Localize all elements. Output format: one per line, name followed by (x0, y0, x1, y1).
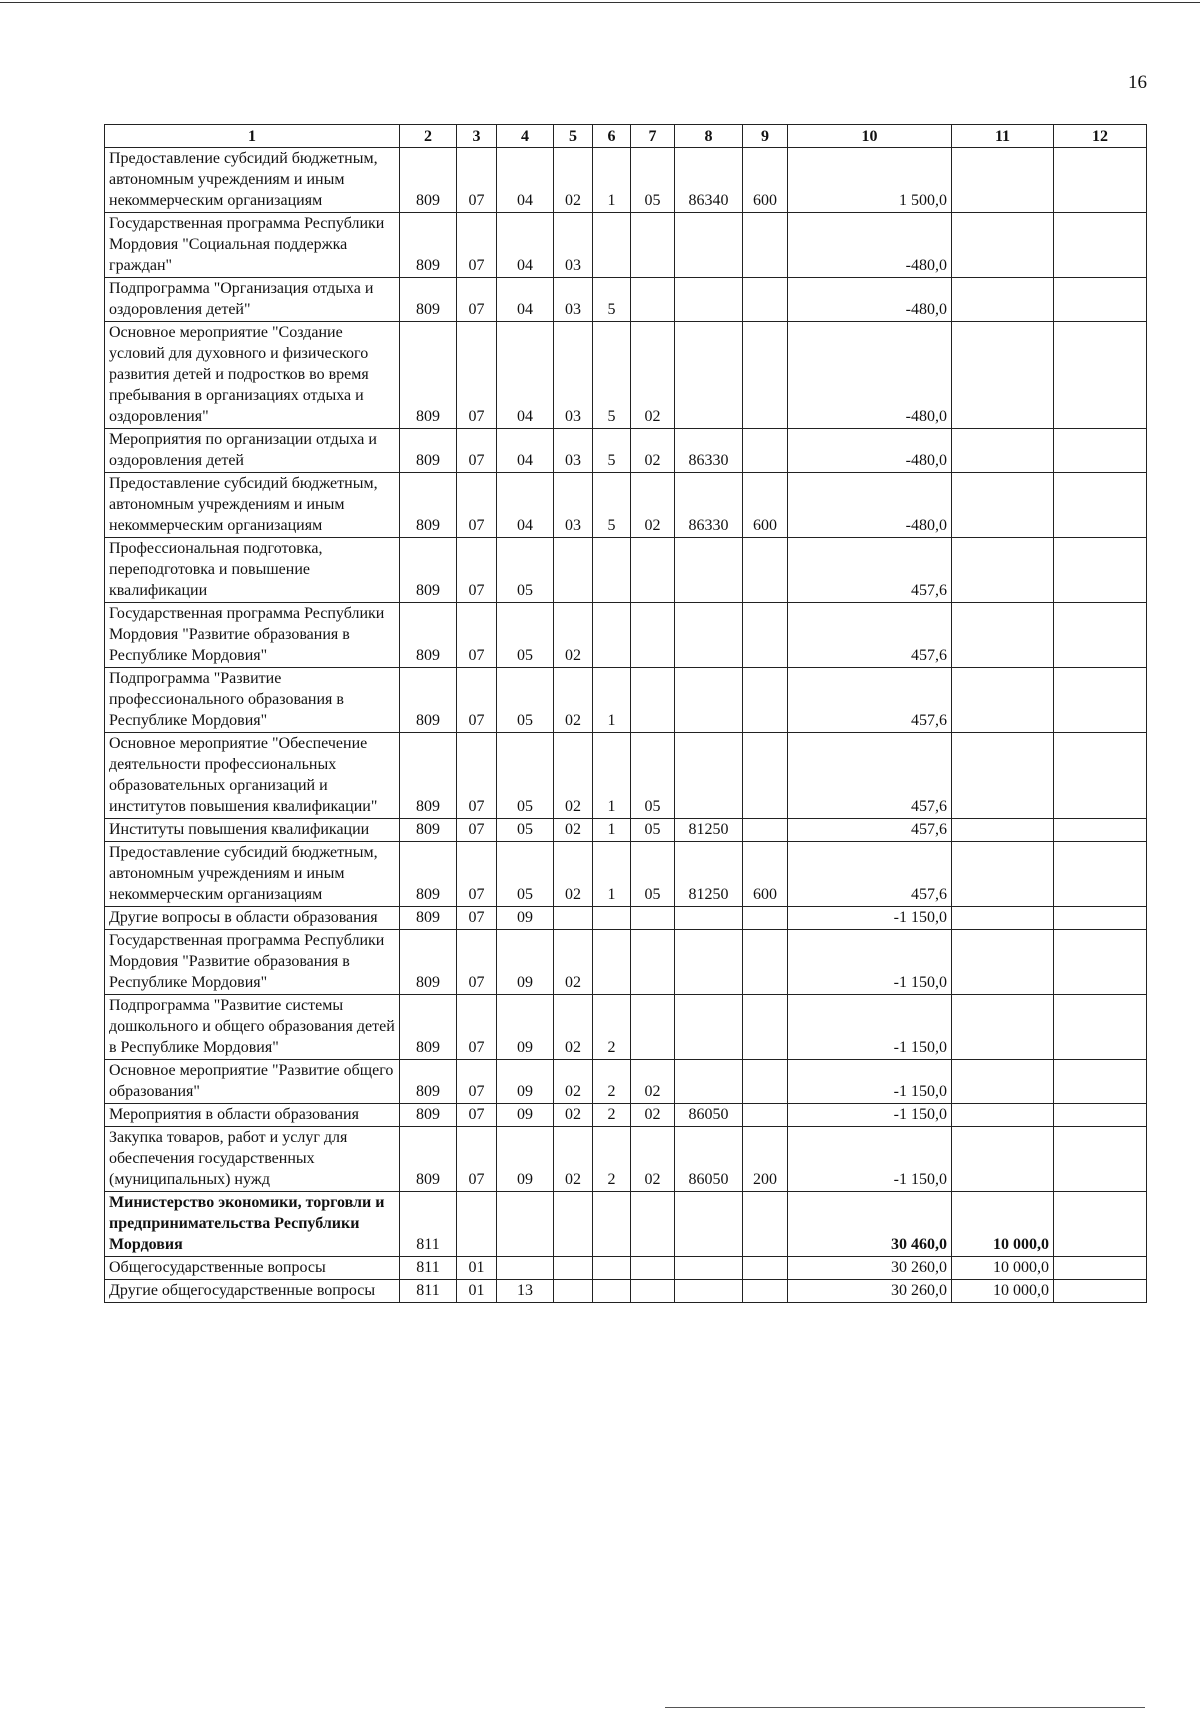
expense-type-cell (743, 429, 788, 473)
subsection-cell: 04 (497, 213, 554, 278)
program-cell: 03 (554, 429, 593, 473)
table-row (105, 819, 1147, 842)
measure-cell (631, 213, 675, 278)
table-row (105, 1192, 1147, 1257)
table-row (105, 930, 1147, 995)
amount-cell-11 (952, 842, 1054, 907)
direction-cell (675, 668, 743, 733)
ministry-code-cell: 809 (400, 930, 457, 995)
program-cell (554, 907, 593, 930)
section-cell: 07 (457, 907, 497, 930)
expense-type-cell: 600 (743, 148, 788, 213)
amount-cell-11: 10 000,0 (952, 1192, 1054, 1257)
amount-cell-12 (1054, 842, 1147, 907)
section-cell: 01 (457, 1257, 497, 1280)
subsection-cell (497, 1192, 554, 1257)
ministry-code-cell: 809 (400, 538, 457, 603)
item-name-cell: Подпрограмма "Организация отдыха и оздоровления детей" (105, 278, 400, 322)
amount-cell-12 (1054, 322, 1147, 429)
measure-cell: 02 (631, 1104, 675, 1127)
section-cell: 07 (457, 1060, 497, 1104)
bottom-border-line (665, 1707, 1145, 1708)
amount-cell: 457,6 (788, 842, 952, 907)
header-cell: 3 (457, 125, 497, 148)
program-cell: 02 (554, 148, 593, 213)
item-name-cell: Мероприятия по организации отдыха и оздоровления детей (105, 429, 400, 473)
subsection-cell: 05 (497, 603, 554, 668)
direction-cell: 81250 (675, 842, 743, 907)
program-cell: 02 (554, 930, 593, 995)
ministry-code-cell: 809 (400, 1060, 457, 1104)
amount-cell: -1 150,0 (788, 1104, 952, 1127)
ministry-code-cell: 811 (400, 1257, 457, 1280)
ministry-code-cell: 809 (400, 733, 457, 819)
expense-type-cell (743, 322, 788, 429)
amount-cell-11 (952, 819, 1054, 842)
table-header-row (105, 125, 1147, 148)
amount-cell: -1 150,0 (788, 1060, 952, 1104)
expense-type-cell (743, 603, 788, 668)
direction-cell (675, 603, 743, 668)
subprogram-cell (593, 603, 631, 668)
measure-cell (631, 1280, 675, 1303)
item-name-cell: Общегосударственные вопросы (105, 1257, 400, 1280)
amount-cell: -1 150,0 (788, 907, 952, 930)
measure-cell (631, 995, 675, 1060)
direction-cell: 86340 (675, 148, 743, 213)
item-name-cell: Закупка товаров, работ и услуг для обеспечения государственных (муниципальных) нужд (105, 1127, 400, 1192)
amount-cell-12 (1054, 603, 1147, 668)
ministry-code-cell: 809 (400, 473, 457, 538)
direction-cell (675, 1280, 743, 1303)
subprogram-cell (593, 1257, 631, 1280)
expense-type-cell (743, 278, 788, 322)
program-cell (554, 1192, 593, 1257)
item-name-cell: Основное мероприятие "Обеспечение деятельности профессиональных образовательных организаций и институтов повышения квалификации" (105, 733, 400, 819)
section-cell: 01 (457, 1280, 497, 1303)
table-row (105, 322, 1147, 429)
ministry-code-cell: 809 (400, 278, 457, 322)
table-row (105, 1127, 1147, 1192)
amount-cell-12 (1054, 473, 1147, 538)
amount-cell-12 (1054, 995, 1147, 1060)
amount-cell: 457,6 (788, 668, 952, 733)
measure-cell: 02 (631, 429, 675, 473)
program-cell: 02 (554, 1104, 593, 1127)
item-name-cell: Государственная программа Республики Мордовия "Развитие образования в Республике Мордовия" (105, 603, 400, 668)
section-cell: 07 (457, 930, 497, 995)
ministry-code-cell: 809 (400, 148, 457, 213)
expense-type-cell (743, 819, 788, 842)
header-cell: 12 (1054, 125, 1147, 148)
table-row (105, 473, 1147, 538)
program-cell: 02 (554, 603, 593, 668)
item-name-cell: Мероприятия в области образования (105, 1104, 400, 1127)
amount-cell-12 (1054, 1104, 1147, 1127)
direction-cell (675, 733, 743, 819)
amount-cell-11 (952, 603, 1054, 668)
measure-cell: 02 (631, 1060, 675, 1104)
measure-cell (631, 1257, 675, 1280)
amount-cell: 457,6 (788, 603, 952, 668)
header-cell: 5 (554, 125, 593, 148)
item-name-cell: Предоставление субсидий бюджетным, автономным учреждениям и иным некоммерческим организациям (105, 148, 400, 213)
amount-cell: 457,6 (788, 733, 952, 819)
program-cell: 02 (554, 1127, 593, 1192)
direction-cell: 86050 (675, 1104, 743, 1127)
direction-cell (675, 995, 743, 1060)
measure-cell: 05 (631, 819, 675, 842)
expense-type-cell (743, 213, 788, 278)
measure-cell (631, 668, 675, 733)
item-name-cell: Другие вопросы в области образования (105, 907, 400, 930)
section-cell (457, 1192, 497, 1257)
ministry-code-cell: 809 (400, 668, 457, 733)
subsection-cell (497, 1257, 554, 1280)
program-cell (554, 1280, 593, 1303)
subprogram-cell: 1 (593, 819, 631, 842)
amount-cell-12 (1054, 1060, 1147, 1104)
ministry-code-cell: 809 (400, 819, 457, 842)
program-cell: 03 (554, 473, 593, 538)
header-cell: 10 (788, 125, 952, 148)
section-cell: 07 (457, 538, 497, 603)
measure-cell: 02 (631, 1127, 675, 1192)
subprogram-cell: 2 (593, 995, 631, 1060)
amount-cell: 457,6 (788, 819, 952, 842)
subprogram-cell: 1 (593, 733, 631, 819)
amount-cell-11 (952, 1060, 1054, 1104)
amount-cell-11 (952, 733, 1054, 819)
expense-type-cell (743, 1192, 788, 1257)
measure-cell: 05 (631, 842, 675, 907)
header-cell: 11 (952, 125, 1054, 148)
amount-cell: -1 150,0 (788, 995, 952, 1060)
section-cell: 07 (457, 842, 497, 907)
subprogram-cell (593, 1192, 631, 1257)
direction-cell: 86050 (675, 1127, 743, 1192)
section-cell: 07 (457, 322, 497, 429)
expense-type-cell (743, 995, 788, 1060)
direction-cell: 81250 (675, 819, 743, 842)
table-row (105, 842, 1147, 907)
item-name-cell: Предоставление субсидий бюджетным, автономным учреждениям и иным некоммерческим организациям (105, 842, 400, 907)
amount-cell-11: 10 000,0 (952, 1280, 1054, 1303)
subsection-cell: 05 (497, 668, 554, 733)
amount-cell-12 (1054, 429, 1147, 473)
amount-cell-11 (952, 907, 1054, 930)
section-cell: 07 (457, 278, 497, 322)
subprogram-cell (593, 1280, 631, 1303)
direction-cell (675, 322, 743, 429)
amount-cell-12 (1054, 278, 1147, 322)
expense-type-cell (743, 668, 788, 733)
amount-cell-11 (952, 930, 1054, 995)
subsection-cell: 09 (497, 930, 554, 995)
subprogram-cell: 2 (593, 1060, 631, 1104)
amount-cell-12 (1054, 907, 1147, 930)
amount-cell-12 (1054, 538, 1147, 603)
subprogram-cell: 5 (593, 278, 631, 322)
direction-cell (675, 1060, 743, 1104)
item-name-cell: Основное мероприятие "Создание условий для духовного и физического развития детей и подростков во время пребывания в организациях отдыха и оздоровления" (105, 322, 400, 429)
amount-cell-11 (952, 148, 1054, 213)
amount-cell: 30 460,0 (788, 1192, 952, 1257)
ministry-code-cell: 809 (400, 842, 457, 907)
subsection-cell: 05 (497, 842, 554, 907)
amount-cell-12 (1054, 1127, 1147, 1192)
measure-cell: 05 (631, 733, 675, 819)
amount-cell-12 (1054, 668, 1147, 733)
expense-type-cell (743, 1104, 788, 1127)
header-cell: 2 (400, 125, 457, 148)
program-cell: 03 (554, 322, 593, 429)
subprogram-cell: 1 (593, 842, 631, 907)
amount-cell-11 (952, 213, 1054, 278)
amount-cell-12 (1054, 1280, 1147, 1303)
table-row (105, 907, 1147, 930)
expense-type-cell (743, 1257, 788, 1280)
amount-cell: -480,0 (788, 473, 952, 538)
amount-cell: -480,0 (788, 429, 952, 473)
subsection-cell: 04 (497, 473, 554, 538)
item-name-cell: Предоставление субсидий бюджетным, автономным учреждениям и иным некоммерческим организациям (105, 473, 400, 538)
subprogram-cell: 1 (593, 668, 631, 733)
section-cell: 07 (457, 1127, 497, 1192)
subsection-cell: 05 (497, 733, 554, 819)
measure-cell (631, 278, 675, 322)
top-border-line (0, 2, 1200, 3)
measure-cell: 05 (631, 148, 675, 213)
subsection-cell: 04 (497, 148, 554, 213)
item-name-cell: Профессиональная подготовка, переподготовка и повышение квалификации (105, 538, 400, 603)
item-name-cell: Институты повышения квалификации (105, 819, 400, 842)
program-cell: 02 (554, 995, 593, 1060)
amount-cell-11 (952, 668, 1054, 733)
amount-cell: -1 150,0 (788, 930, 952, 995)
table-row (105, 1104, 1147, 1127)
section-cell: 07 (457, 819, 497, 842)
amount-cell: -480,0 (788, 278, 952, 322)
measure-cell (631, 538, 675, 603)
subsection-cell: 09 (497, 1127, 554, 1192)
measure-cell: 02 (631, 473, 675, 538)
subsection-cell: 05 (497, 819, 554, 842)
subprogram-cell: 5 (593, 322, 631, 429)
table-row (105, 148, 1147, 213)
table-row (105, 1060, 1147, 1104)
amount-cell-12 (1054, 1257, 1147, 1280)
amount-cell-11 (952, 1127, 1054, 1192)
program-cell: 02 (554, 733, 593, 819)
amount-cell-12 (1054, 819, 1147, 842)
section-cell: 07 (457, 1104, 497, 1127)
section-cell: 07 (457, 995, 497, 1060)
subsection-cell: 05 (497, 538, 554, 603)
amount-cell-11 (952, 995, 1054, 1060)
program-cell (554, 538, 593, 603)
subsection-cell: 09 (497, 1060, 554, 1104)
page-number: 16 (1128, 72, 1147, 93)
ministry-code-cell: 809 (400, 322, 457, 429)
item-name-cell: Основное мероприятие "Развитие общего образования" (105, 1060, 400, 1104)
subprogram-cell: 5 (593, 473, 631, 538)
table-row (105, 278, 1147, 322)
direction-cell: 86330 (675, 473, 743, 538)
amount-cell: 457,6 (788, 538, 952, 603)
subprogram-cell (593, 538, 631, 603)
table-row (105, 538, 1147, 603)
direction-cell (675, 907, 743, 930)
amount-cell: -480,0 (788, 213, 952, 278)
measure-cell: 02 (631, 322, 675, 429)
expense-type-cell (743, 733, 788, 819)
direction-cell (675, 213, 743, 278)
direction-cell (675, 278, 743, 322)
program-cell: 02 (554, 668, 593, 733)
subprogram-cell (593, 213, 631, 278)
measure-cell (631, 1192, 675, 1257)
ministry-code-cell: 809 (400, 603, 457, 668)
subsection-cell: 04 (497, 322, 554, 429)
program-cell: 02 (554, 1060, 593, 1104)
table-body (105, 148, 1147, 1303)
expense-type-cell (743, 930, 788, 995)
amount-cell-12 (1054, 930, 1147, 995)
direction-cell: 86330 (675, 429, 743, 473)
ministry-code-cell: 809 (400, 907, 457, 930)
direction-cell (675, 538, 743, 603)
item-name-cell: Государственная программа Республики Мордовия "Социальная поддержка граждан" (105, 213, 400, 278)
section-cell: 07 (457, 668, 497, 733)
amount-cell-11 (952, 278, 1054, 322)
section-cell: 07 (457, 213, 497, 278)
section-cell: 07 (457, 473, 497, 538)
program-cell: 02 (554, 819, 593, 842)
amount-cell: 30 260,0 (788, 1280, 952, 1303)
header-cell: 7 (631, 125, 675, 148)
amount-cell-11 (952, 322, 1054, 429)
amount-cell-12 (1054, 213, 1147, 278)
amount-cell: 30 260,0 (788, 1257, 952, 1280)
subsection-cell: 09 (497, 1104, 554, 1127)
amount-cell-11: 10 000,0 (952, 1257, 1054, 1280)
subprogram-cell (593, 907, 631, 930)
expense-type-cell: 600 (743, 473, 788, 538)
amount-cell-11 (952, 1104, 1054, 1127)
table-row (105, 429, 1147, 473)
table-row (105, 603, 1147, 668)
expense-type-cell: 600 (743, 842, 788, 907)
expense-type-cell (743, 1280, 788, 1303)
program-cell: 02 (554, 842, 593, 907)
subprogram-cell (593, 930, 631, 995)
section-cell: 07 (457, 429, 497, 473)
amount-cell-12 (1054, 148, 1147, 213)
table-row (105, 995, 1147, 1060)
subprogram-cell: 2 (593, 1127, 631, 1192)
amount-cell-12 (1054, 733, 1147, 819)
program-cell (554, 1257, 593, 1280)
amount-cell-11 (952, 429, 1054, 473)
ministry-code-cell: 811 (400, 1280, 457, 1303)
ministry-code-cell: 809 (400, 429, 457, 473)
table-row (105, 668, 1147, 733)
subsection-cell: 09 (497, 995, 554, 1060)
subsection-cell: 04 (497, 278, 554, 322)
program-cell: 03 (554, 278, 593, 322)
expense-type-cell (743, 1060, 788, 1104)
header-cell: 1 (105, 125, 400, 148)
subsection-cell: 04 (497, 429, 554, 473)
subprogram-cell: 5 (593, 429, 631, 473)
ministry-code-cell: 809 (400, 1104, 457, 1127)
subsection-cell: 09 (497, 907, 554, 930)
measure-cell (631, 930, 675, 995)
subprogram-cell: 2 (593, 1104, 631, 1127)
header-cell: 8 (675, 125, 743, 148)
amount-cell-11 (952, 538, 1054, 603)
table-row (105, 1257, 1147, 1280)
subprogram-cell: 1 (593, 148, 631, 213)
item-name-cell: Подпрограмма "Развитие системы дошкольного и общего образования детей в Республике Мордовия" (105, 995, 400, 1060)
measure-cell (631, 603, 675, 668)
measure-cell (631, 907, 675, 930)
section-cell: 07 (457, 148, 497, 213)
ministry-code-cell: 809 (400, 995, 457, 1060)
amount-cell: -1 150,0 (788, 1127, 952, 1192)
item-name-cell: Министерство экономики, торговли и предпринимательства Республики Мордовия (105, 1192, 400, 1257)
amount-cell-11 (952, 473, 1054, 538)
table-row (105, 733, 1147, 819)
item-name-cell: Другие общегосударственные вопросы (105, 1280, 400, 1303)
amount-cell-12 (1054, 1192, 1147, 1257)
item-name-cell: Государственная программа Республики Мордовия "Развитие образования в Республике Мордовия" (105, 930, 400, 995)
direction-cell (675, 1257, 743, 1280)
program-cell: 03 (554, 213, 593, 278)
header-cell: 9 (743, 125, 788, 148)
expense-type-cell (743, 538, 788, 603)
section-cell: 07 (457, 733, 497, 819)
budget-table (104, 124, 1147, 1303)
table-row (105, 213, 1147, 278)
item-name-cell: Подпрограмма "Развитие профессионального образования в Республике Мордовия" (105, 668, 400, 733)
amount-cell: -480,0 (788, 322, 952, 429)
table-row (105, 1280, 1147, 1303)
header-cell: 4 (497, 125, 554, 148)
expense-type-cell: 200 (743, 1127, 788, 1192)
expense-type-cell (743, 907, 788, 930)
header-cell: 6 (593, 125, 631, 148)
direction-cell (675, 930, 743, 995)
ministry-code-cell: 809 (400, 213, 457, 278)
amount-cell: 1 500,0 (788, 148, 952, 213)
ministry-code-cell: 811 (400, 1192, 457, 1257)
direction-cell (675, 1192, 743, 1257)
section-cell: 07 (457, 603, 497, 668)
subsection-cell: 13 (497, 1280, 554, 1303)
ministry-code-cell: 809 (400, 1127, 457, 1192)
